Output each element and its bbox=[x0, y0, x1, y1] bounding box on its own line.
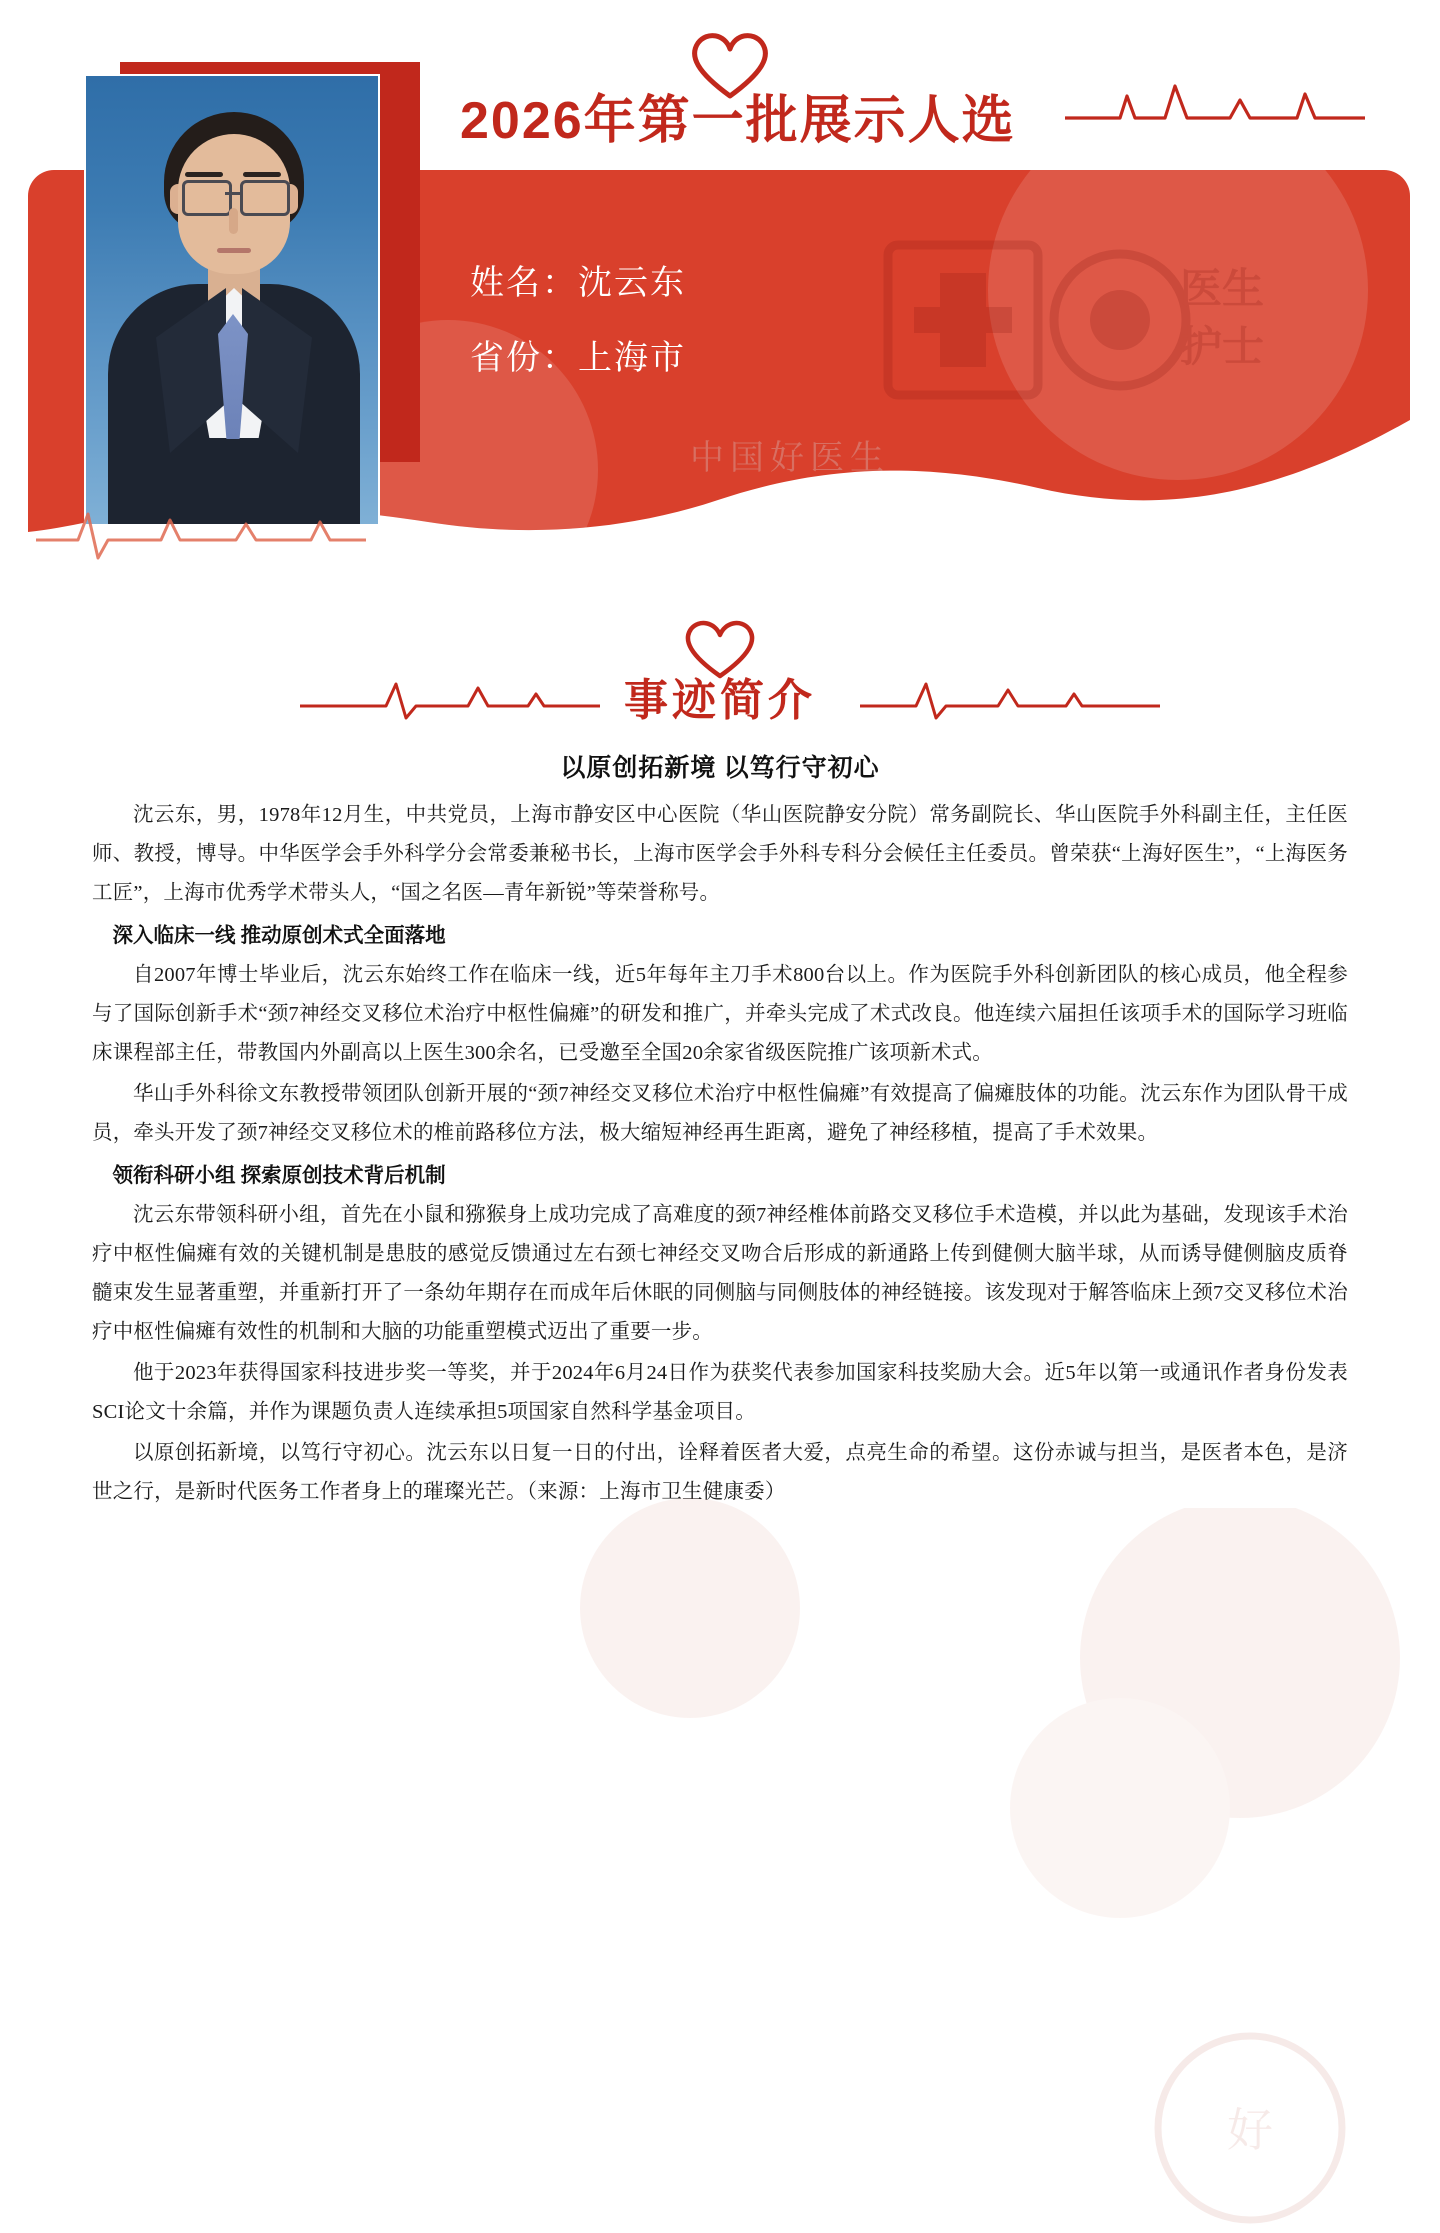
paragraph-closing: 以原创拓新境，以笃行守初心。沈云东以日复一日的付出，诠释着医者大爱，点亮生命的希望。这份赤诚与担当，是医者本色，是济世之行，是新时代医务工作者身上的璀璨光芒。（来源：上海市卫生健康委） bbox=[92, 1442, 1348, 1503]
paragraph-clinical-2: 华山手外科徐文东教授带领团队创新开展的“颈7神经交叉移位术治疗中枢性偏瘫”有效提高了偏瘫肢体的功能。沈云东作为团队骨干成员，牵头开发了颈7神经交叉移位术的椎前路移位方法，极大缩短神经再生距离，避免了神经移植，提高了手术效果。 bbox=[92, 1083, 1348, 1144]
glasses-bridge bbox=[225, 192, 241, 195]
watermark-text-doctor: 医生 bbox=[1180, 265, 1265, 312]
article-motto: 以原创拓新境 以笃行守初心 bbox=[560, 755, 880, 782]
profile-name-line bbox=[470, 255, 686, 304]
svg-text:好: 好 bbox=[1227, 2104, 1273, 2156]
watermark-text-nurse: 护士 bbox=[1180, 323, 1265, 370]
paragraph-research-1: 沈云东带领科研小组，首先在小鼠和猕猴身上成功完成了高难度的颈7神经椎体前路交叉移位手术造模，并以此为基础，发现该手术治疗中枢性偏瘫有效的关键机制是患肢的感觉反馈通过左右颈七神经交叉吻合后形成的新通路上传到健侧大脑半球，从而诱导健侧脑皮质脊髓束发生显著重塑，并重新打开了一条幼年期存在而成年后休眠的同侧脑与同侧肢体的神经链接。该发现对于解答临床上颈7交叉移位术治疗中枢性偏瘫有效性的机制和大脑的功能重塑模式迈出了重要一步。 bbox=[92, 1204, 1348, 1343]
banner-title-area bbox=[440, 18, 1380, 148]
ornament-seal-icon bbox=[1130, 2028, 1370, 2228]
section-header bbox=[0, 618, 1440, 738]
article-content bbox=[0, 748, 1440, 2156]
profile-info bbox=[470, 255, 686, 405]
province-label: 省份： bbox=[470, 339, 578, 377]
photo-image bbox=[84, 74, 380, 526]
ornament-decoration-left bbox=[560, 1488, 820, 1728]
glasses-icon-left bbox=[182, 180, 232, 216]
profile-province-line bbox=[470, 330, 686, 379]
ecg-line-icon bbox=[1065, 78, 1365, 138]
glasses-icon-right bbox=[240, 180, 290, 216]
header-banner bbox=[0, 0, 1440, 610]
portrait-photo bbox=[84, 62, 424, 532]
paragraph-intro: 沈云东，男，1978年12月生，中共党员，上海市静安区中心医院（华山医院静安分院）常务副院长、华山医院手外科副主任，主任医师、教授，博导。中华医学会手外科学分会常委兼秘书长，上海市医学会手外科专科分会候任主任委员。曾荣获“上海好医生”，“上海医务工匠”，上海市优秀学术带头人，“国之名医—青年新锐”等荣誉称号。 bbox=[92, 804, 1348, 904]
ghost-watermark-text: 中国好医生 bbox=[690, 439, 890, 477]
paragraph-clinical-1: 自2007年博士毕业后，沈云东始终工作在临床一线，近5年每年主刀手术800台以上。作为医院手外科创新团队的核心成员，他全程参与了国际创新手术“颈7神经交叉移位术治疗中枢性偏瘫”的研发和推广，并牵头完成了术式改良。他连续六届担任该项手术的国际学习班临床课程部主任，带教国内外副高以上医生300余名，已受邀至全国20余家省级医院推广该项新术式。 bbox=[92, 964, 1348, 1064]
name-value: 沈云东 bbox=[578, 264, 686, 302]
photo-nose bbox=[229, 208, 238, 234]
name-label: 姓名： bbox=[470, 264, 578, 302]
subheading-clinical: 深入临床一线 推动原创术式全面落地 bbox=[112, 925, 446, 947]
paragraph-awards: 他于2023年获得国家科技进步奖一等奖，并于2024年6月24日作为获奖代表参加国家科技奖励大会。近5年以第一或通讯作者身份发表SCI论文十余篇，并作为课题负责人连续承担5项国家自然科学基金项目。 bbox=[92, 1362, 1348, 1423]
ecg-decoration-bottom bbox=[36, 500, 366, 570]
photo-brow-left bbox=[185, 172, 223, 177]
photo-brow-right bbox=[243, 172, 281, 177]
photo-mouth bbox=[217, 248, 251, 253]
province-value: 上海市 bbox=[578, 339, 686, 377]
page-title: 2026年第一批展示人选 bbox=[460, 92, 1016, 150]
subheading-research: 领衔科研小组 探索原创技术背后机制 bbox=[112, 1165, 446, 1187]
section-title: 事迹简介 bbox=[624, 676, 816, 725]
ornament-decoration-right bbox=[1000, 1508, 1420, 1928]
